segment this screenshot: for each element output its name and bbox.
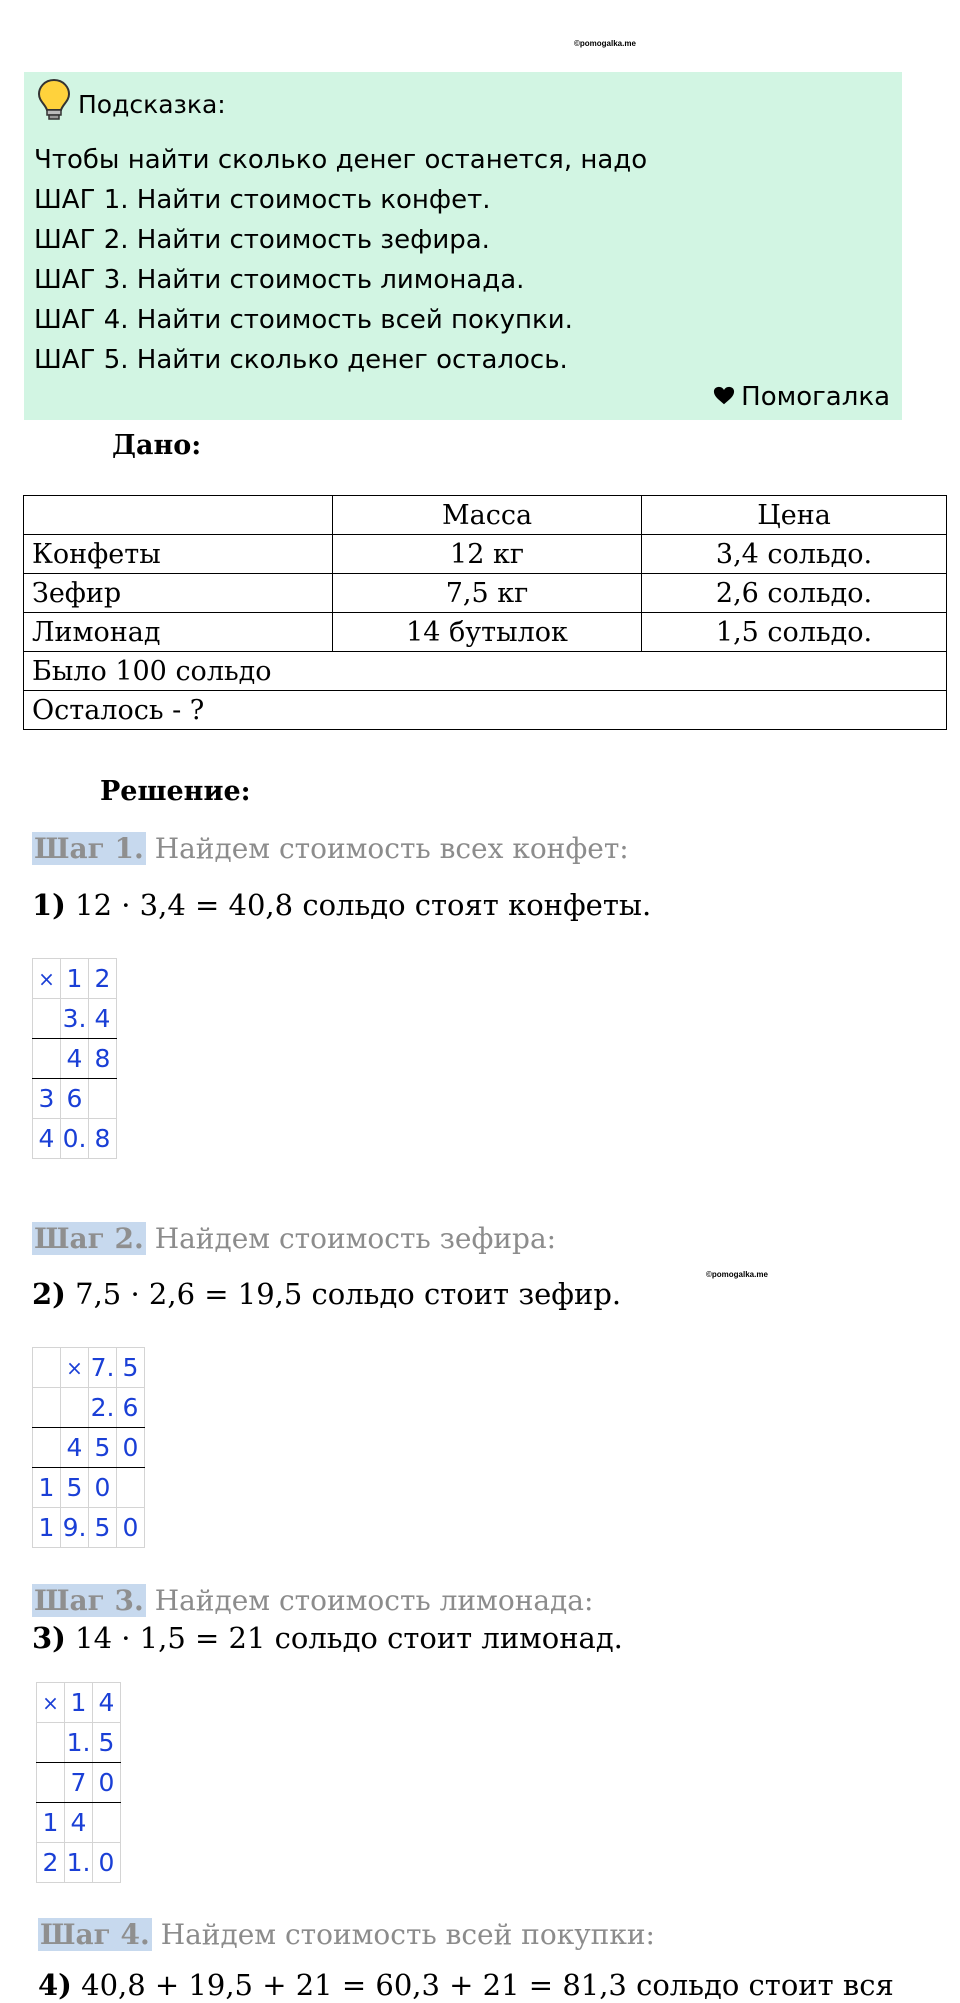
grid-cell bbox=[37, 1763, 65, 1803]
grid-cell: 4 bbox=[93, 1683, 121, 1723]
hint-step-1: ШАГ 1. Найти стоимость конфет. bbox=[34, 185, 491, 215]
hint-step-4: ШАГ 4. Найти стоимость всей покупки. bbox=[34, 305, 573, 335]
grid-cell bbox=[61, 1388, 89, 1428]
grid-cell: 7 bbox=[65, 1763, 93, 1803]
grid-row bbox=[33, 1348, 145, 1388]
grid-cell: 1 bbox=[61, 959, 89, 999]
grid-cell: 0 bbox=[89, 1468, 117, 1508]
grid-row bbox=[37, 1683, 121, 1723]
heart-icon bbox=[713, 385, 735, 407]
grid-cell: 4 bbox=[61, 1428, 89, 1468]
grid-row bbox=[33, 1508, 145, 1548]
table-cell: Цена bbox=[642, 496, 947, 535]
grid-cell: × bbox=[37, 1683, 65, 1723]
hint-intro: Чтобы найти сколько денег останется, надо bbox=[34, 145, 648, 175]
hint-step-3: ШАГ 3. Найти стоимость лимонада. bbox=[34, 265, 525, 295]
grid-row bbox=[33, 1039, 117, 1079]
grid-cell: 5 bbox=[89, 1428, 117, 1468]
grid-cell: 7. bbox=[89, 1348, 117, 1388]
grid-cell: 1. bbox=[65, 1843, 93, 1883]
table-row bbox=[24, 691, 947, 730]
given-heading: Дано: bbox=[112, 430, 202, 461]
table-cell: Масса bbox=[333, 496, 642, 535]
step-label: Шаг 4. bbox=[40, 1918, 150, 1951]
step-2-heading: Шаг 2. Найдем стоимость зефира: bbox=[34, 1222, 557, 1255]
table-cell: Зефир bbox=[24, 574, 333, 613]
grid-row bbox=[33, 1428, 145, 1468]
grid-cell bbox=[117, 1468, 145, 1508]
table-row bbox=[24, 652, 947, 691]
grid-cell: 5 bbox=[89, 1508, 117, 1548]
step-label: Шаг 1. bbox=[34, 832, 144, 865]
table-row bbox=[24, 535, 947, 574]
grid-cell: × bbox=[61, 1348, 89, 1388]
table-cell-left: Осталось - ? bbox=[24, 691, 947, 730]
grid-cell bbox=[33, 1428, 61, 1468]
grid-cell: × bbox=[33, 959, 61, 999]
hint-step-5: ШАГ 5. Найти сколько денег осталось. bbox=[34, 345, 568, 375]
table-cell: Конфеты bbox=[24, 535, 333, 574]
grid-cell bbox=[89, 1079, 117, 1119]
grid-cell bbox=[33, 1388, 61, 1428]
table-cell: 14 бутылок bbox=[333, 613, 642, 652]
table-cell: 1,5 сольдо. bbox=[642, 613, 947, 652]
grid-cell: 2 bbox=[89, 959, 117, 999]
grid-cell: 0 bbox=[93, 1843, 121, 1883]
grid-cell bbox=[93, 1803, 121, 1843]
step-label: Шаг 3. bbox=[34, 1584, 144, 1617]
watermark: ©pomogalka.me bbox=[574, 39, 636, 48]
grid-cell: 5 bbox=[61, 1468, 89, 1508]
given-table bbox=[23, 495, 947, 730]
equation-3: 3) 14 · 1,5 = 21 сольдо стоит лимонад. bbox=[32, 1621, 623, 1655]
table-cell bbox=[24, 496, 333, 535]
equation-4: 4) 40,8 + 19,5 + 21 = 60,3 + 21 = 81,3 сольдо стоит вся bbox=[38, 1968, 894, 2002]
grid-cell: 8 bbox=[89, 1039, 117, 1079]
grid-cell: 1 bbox=[33, 1508, 61, 1548]
grid-cell: 4 bbox=[33, 1119, 61, 1159]
grid-cell: 2. bbox=[89, 1388, 117, 1428]
equation-2: 2) 7,5 · 2,6 = 19,5 сольдо стоит зефир. bbox=[32, 1277, 622, 1311]
grid-cell bbox=[33, 1348, 61, 1388]
table-cell: 12 кг bbox=[333, 535, 642, 574]
grid-row bbox=[37, 1763, 121, 1803]
grid-row bbox=[33, 1079, 117, 1119]
grid-row bbox=[33, 1119, 117, 1159]
step-1-heading: Шаг 1. Найдем стоимость всех конфет: bbox=[34, 832, 629, 865]
grid-row bbox=[33, 1388, 145, 1428]
grid-row bbox=[33, 1468, 145, 1508]
grid-cell: 4 bbox=[89, 999, 117, 1039]
grid-cell: 1 bbox=[37, 1803, 65, 1843]
multiplication-grid-2 bbox=[32, 1347, 145, 1548]
watermark: ©pomogalka.me bbox=[706, 1270, 768, 1279]
signature bbox=[713, 382, 890, 412]
multiplication-grid-3 bbox=[36, 1682, 121, 1883]
grid-cell: 5 bbox=[93, 1723, 121, 1763]
table-cell: 7,5 кг bbox=[333, 574, 642, 613]
grid-cell: 0 bbox=[93, 1763, 121, 1803]
grid-cell bbox=[33, 999, 61, 1039]
hint-step-2: ШАГ 2. Найти стоимость зефира. bbox=[34, 225, 490, 255]
hint-text bbox=[34, 140, 647, 380]
grid-cell: 6 bbox=[61, 1079, 89, 1119]
grid-row bbox=[33, 959, 117, 999]
grid-row bbox=[37, 1803, 121, 1843]
grid-cell bbox=[37, 1723, 65, 1763]
grid-cell: 3 bbox=[33, 1079, 61, 1119]
table-row bbox=[24, 496, 947, 535]
grid-cell: 5 bbox=[117, 1348, 145, 1388]
grid-cell: 0. bbox=[61, 1119, 89, 1159]
grid-cell: 3. bbox=[61, 999, 89, 1039]
hint-title: Подсказка: bbox=[78, 90, 226, 119]
table-cell: Лимонад bbox=[24, 613, 333, 652]
grid-cell: 1 bbox=[65, 1683, 93, 1723]
step-label: Шаг 2. bbox=[34, 1222, 144, 1255]
grid-cell: 8 bbox=[89, 1119, 117, 1159]
hint-box bbox=[24, 72, 902, 420]
grid-cell: 2 bbox=[37, 1843, 65, 1883]
lightbulb-icon bbox=[36, 77, 72, 121]
multiplication-grid-1 bbox=[32, 958, 117, 1159]
step-4-heading: Шаг 4. Найдем стоимость всей покупки: bbox=[40, 1918, 655, 1951]
grid-cell: 6 bbox=[117, 1388, 145, 1428]
table-cell-had: Было 100 сольдо bbox=[24, 652, 947, 691]
equation-1: 1) 12 · 3,4 = 40,8 сольдо стоят конфеты. bbox=[32, 888, 652, 922]
grid-cell: 4 bbox=[65, 1803, 93, 1843]
grid-cell: 1 bbox=[33, 1468, 61, 1508]
grid-cell: 9. bbox=[61, 1508, 89, 1548]
grid-cell: 1. bbox=[65, 1723, 93, 1763]
step-3-heading: Шаг 3. Найдем стоимость лимонада: bbox=[34, 1584, 594, 1617]
grid-cell: 4 bbox=[61, 1039, 89, 1079]
solution-heading: Решение: bbox=[100, 776, 251, 807]
table-cell: 3,4 сольдо. bbox=[642, 535, 947, 574]
table-row bbox=[24, 574, 947, 613]
grid-row bbox=[37, 1843, 121, 1883]
grid-cell: 0 bbox=[117, 1508, 145, 1548]
grid-cell bbox=[33, 1039, 61, 1079]
grid-cell: 0 bbox=[117, 1428, 145, 1468]
table-row bbox=[24, 613, 947, 652]
grid-row bbox=[33, 999, 117, 1039]
grid-row bbox=[37, 1723, 121, 1763]
signature-text: Помогалка bbox=[741, 382, 890, 412]
table-cell: 2,6 сольдо. bbox=[642, 574, 947, 613]
